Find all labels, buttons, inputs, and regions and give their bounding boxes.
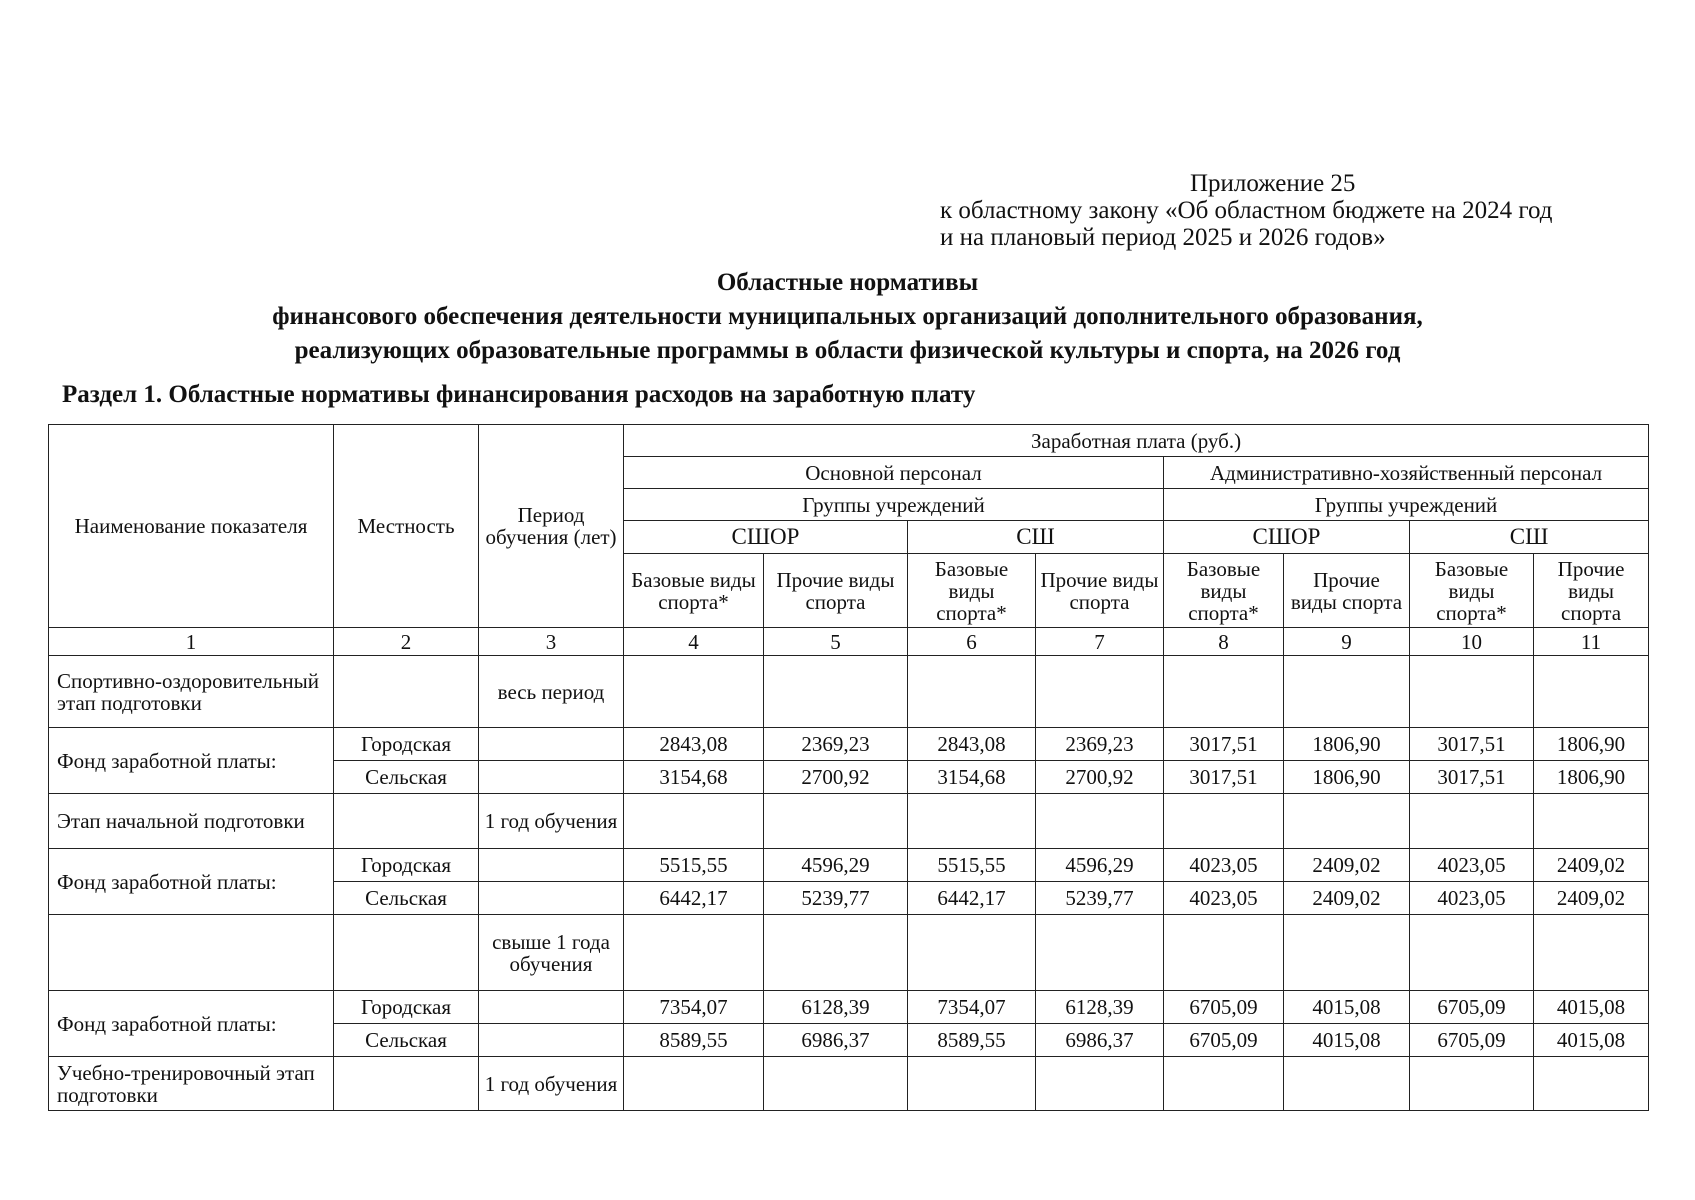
stage-name: Учебно-тренировочный этап подготовки: [49, 1057, 334, 1111]
header-col10: Базовые виды спорта*: [1410, 554, 1534, 628]
column-number: 1: [49, 628, 334, 656]
salary-value: 6705,09: [1164, 1024, 1284, 1057]
salary-value: 7354,07: [624, 991, 764, 1024]
column-number: 5: [764, 628, 908, 656]
salary-value: 6705,09: [1410, 991, 1534, 1024]
stage-locality-empty: [334, 1057, 479, 1111]
locality-cell: Сельская: [334, 882, 479, 915]
fund-row-urban: [49, 728, 1649, 761]
empty-cell: [1164, 915, 1284, 991]
salary-value: 4015,08: [1284, 1024, 1410, 1057]
stage-period: весь период: [479, 656, 624, 728]
fund-label: Фонд заработной платы:: [49, 991, 334, 1057]
empty-cell: [1410, 915, 1534, 991]
header-period: Период обучения (лет): [479, 425, 624, 628]
salary-value: 1806,90: [1534, 728, 1649, 761]
salary-value: 4596,29: [1036, 849, 1164, 882]
salary-value: 6442,17: [624, 882, 764, 915]
column-number: 10: [1410, 628, 1534, 656]
header-main-staff: Основной персонал: [624, 457, 1164, 489]
header-col6: Базовые виды спорта*: [908, 554, 1036, 628]
appendix-header: [940, 170, 1553, 251]
stage-locality-empty: [334, 794, 479, 849]
empty-cell: [908, 915, 1036, 991]
stage-row: [49, 915, 1649, 991]
stage-period: свыше 1 года обучения: [479, 915, 624, 991]
empty-cell: [1534, 794, 1649, 849]
period-empty: [479, 1024, 624, 1057]
salary-value: 2700,92: [1036, 761, 1164, 794]
salary-value: 2369,23: [1036, 728, 1164, 761]
stage-locality-empty: [334, 656, 479, 728]
salary-value: 4023,05: [1410, 849, 1534, 882]
empty-cell: [1410, 1057, 1534, 1111]
header-col9: Прочие виды спорта: [1284, 554, 1410, 628]
empty-cell: [624, 1057, 764, 1111]
empty-cell: [1036, 915, 1164, 991]
header-name: Наименование показателя: [49, 425, 334, 628]
stage-row: [49, 656, 1649, 728]
salary-value: 2409,02: [1284, 882, 1410, 915]
empty-cell: [1164, 794, 1284, 849]
empty-cell: [908, 656, 1036, 728]
period-empty: [479, 991, 624, 1024]
salary-value: 5515,55: [624, 849, 764, 882]
header-ssh-admin: СШ: [1410, 521, 1649, 554]
empty-cell: [764, 794, 908, 849]
salary-value: 5515,55: [908, 849, 1036, 882]
salary-value: 1806,90: [1534, 761, 1649, 794]
salary-value: 2700,92: [764, 761, 908, 794]
fund-row-urban: [49, 849, 1649, 882]
salary-value: 4023,05: [1410, 882, 1534, 915]
salary-value: 2409,02: [1284, 849, 1410, 882]
appendix-law-line2: и на плановый период 2025 и 2026 годов»: [940, 224, 1386, 251]
salary-value: 2409,02: [1534, 849, 1649, 882]
salary-value: 3154,68: [624, 761, 764, 794]
empty-cell: [1410, 794, 1534, 849]
empty-cell: [1036, 1057, 1164, 1111]
locality-cell: Сельская: [334, 761, 479, 794]
empty-cell: [624, 794, 764, 849]
header-col5: Прочие виды спорта: [764, 554, 908, 628]
header-sshor-main: СШОР: [624, 521, 908, 554]
title-line2: финансового обеспечения деятельности муниципальных организаций дополнительного образования,: [272, 303, 1423, 330]
salary-value: 2843,08: [624, 728, 764, 761]
stage-row: [49, 794, 1649, 849]
header-locality: Местность: [334, 425, 479, 628]
salary-value: 5239,77: [764, 882, 908, 915]
header-col8: Базовые виды спорта*: [1164, 554, 1284, 628]
empty-cell: [764, 915, 908, 991]
stage-name: Этап начальной подготовки: [49, 794, 334, 849]
salary-value: 2369,23: [764, 728, 908, 761]
header-salary: Заработная плата (руб.): [624, 425, 1649, 457]
stage-period: 1 год обучения: [479, 1057, 624, 1111]
title-line1: Областные нормативы: [716, 269, 979, 296]
period-empty: [479, 882, 624, 915]
empty-cell: [1036, 794, 1164, 849]
salary-value: 6986,37: [1036, 1024, 1164, 1057]
empty-cell: [908, 794, 1036, 849]
fund-row-urban: [49, 991, 1649, 1024]
empty-cell: [624, 915, 764, 991]
salary-value: 7354,07: [908, 991, 1036, 1024]
empty-cell: [1410, 656, 1534, 728]
header-sshor-admin: СШОР: [1164, 521, 1410, 554]
period-empty: [479, 728, 624, 761]
header-groups-admin: Группы учреждений: [1164, 489, 1649, 521]
empty-cell: [1284, 1057, 1410, 1111]
empty-cell: [1284, 656, 1410, 728]
salary-value: 6128,39: [1036, 991, 1164, 1024]
salary-value: 1806,90: [1284, 761, 1410, 794]
salary-value: 3017,51: [1164, 761, 1284, 794]
header-groups-main: Группы учреждений: [624, 489, 1164, 521]
empty-cell: [764, 1057, 908, 1111]
empty-cell: [1164, 1057, 1284, 1111]
title-line3: реализующих образовательные программы в области физической культуры и спорта, на 2026 год: [294, 337, 1401, 364]
salary-value: 8589,55: [908, 1024, 1036, 1057]
document-title: [0, 266, 1695, 368]
salary-value: 4596,29: [764, 849, 908, 882]
empty-cell: [1284, 794, 1410, 849]
empty-cell: [764, 656, 908, 728]
salary-value: 6442,17: [908, 882, 1036, 915]
locality-cell: Городская: [334, 849, 479, 882]
column-number-row: [49, 628, 1649, 656]
locality-cell: Городская: [334, 728, 479, 761]
salary-value: 4023,05: [1164, 849, 1284, 882]
column-number: 7: [1036, 628, 1164, 656]
stage-period: 1 год обучения: [479, 794, 624, 849]
locality-cell: Сельская: [334, 1024, 479, 1057]
salary-value: 4015,08: [1534, 1024, 1649, 1057]
column-number: 11: [1534, 628, 1649, 656]
empty-cell: [1534, 915, 1649, 991]
fund-label: Фонд заработной платы:: [49, 728, 334, 794]
column-number: 8: [1164, 628, 1284, 656]
header-col4: Базовые виды спорта*: [624, 554, 764, 628]
stage-name: Спортивно-оздоровительный этап подготовки: [49, 656, 334, 728]
salary-value: 4023,05: [1164, 882, 1284, 915]
period-empty: [479, 761, 624, 794]
salary-value: 3017,51: [1164, 728, 1284, 761]
locality-cell: Городская: [334, 991, 479, 1024]
empty-cell: [624, 656, 764, 728]
fund-label: Фонд заработной платы:: [49, 849, 334, 915]
salary-value: 3017,51: [1410, 728, 1534, 761]
column-number: 2: [334, 628, 479, 656]
salary-value: 6986,37: [764, 1024, 908, 1057]
empty-cell: [1036, 656, 1164, 728]
header-ssh-main: СШ: [908, 521, 1164, 554]
salary-value: 1806,90: [1284, 728, 1410, 761]
empty-cell: [1284, 915, 1410, 991]
salary-value: 4015,08: [1284, 991, 1410, 1024]
column-number: 4: [624, 628, 764, 656]
header-admin-staff: Административно-хозяйственный персонал: [1164, 457, 1649, 489]
stage-row: [49, 1057, 1649, 1111]
salary-value: 3017,51: [1410, 761, 1534, 794]
column-number: 3: [479, 628, 624, 656]
salary-value: 6128,39: [764, 991, 908, 1024]
salary-value: 3154,68: [908, 761, 1036, 794]
stage-locality-empty: [334, 915, 479, 991]
salary-value: 6705,09: [1164, 991, 1284, 1024]
header-col11: Прочие виды спорта: [1534, 554, 1649, 628]
appendix-law-line1: к областному закону «Об областном бюджете на 2024 год: [940, 197, 1553, 224]
empty-cell: [908, 1057, 1036, 1111]
column-number: 6: [908, 628, 1036, 656]
column-number: 9: [1284, 628, 1410, 656]
salary-value: 8589,55: [624, 1024, 764, 1057]
empty-cell: [1534, 1057, 1649, 1111]
salary-value: 2409,02: [1534, 882, 1649, 915]
appendix-number: Приложение 25: [1190, 170, 1356, 197]
salary-value: 5239,77: [1036, 882, 1164, 915]
empty-cell: [1534, 656, 1649, 728]
salary-value: 6705,09: [1410, 1024, 1534, 1057]
period-empty: [479, 849, 624, 882]
stage-name: [49, 915, 334, 991]
salary-norms-table: [48, 424, 1649, 1111]
empty-cell: [1164, 656, 1284, 728]
salary-value: 2843,08: [908, 728, 1036, 761]
section-heading: Раздел 1. Областные нормативы финансирования расходов на заработную плату: [62, 381, 976, 408]
header-col7: Прочие виды спорта: [1036, 554, 1164, 628]
salary-value: 4015,08: [1534, 991, 1649, 1024]
